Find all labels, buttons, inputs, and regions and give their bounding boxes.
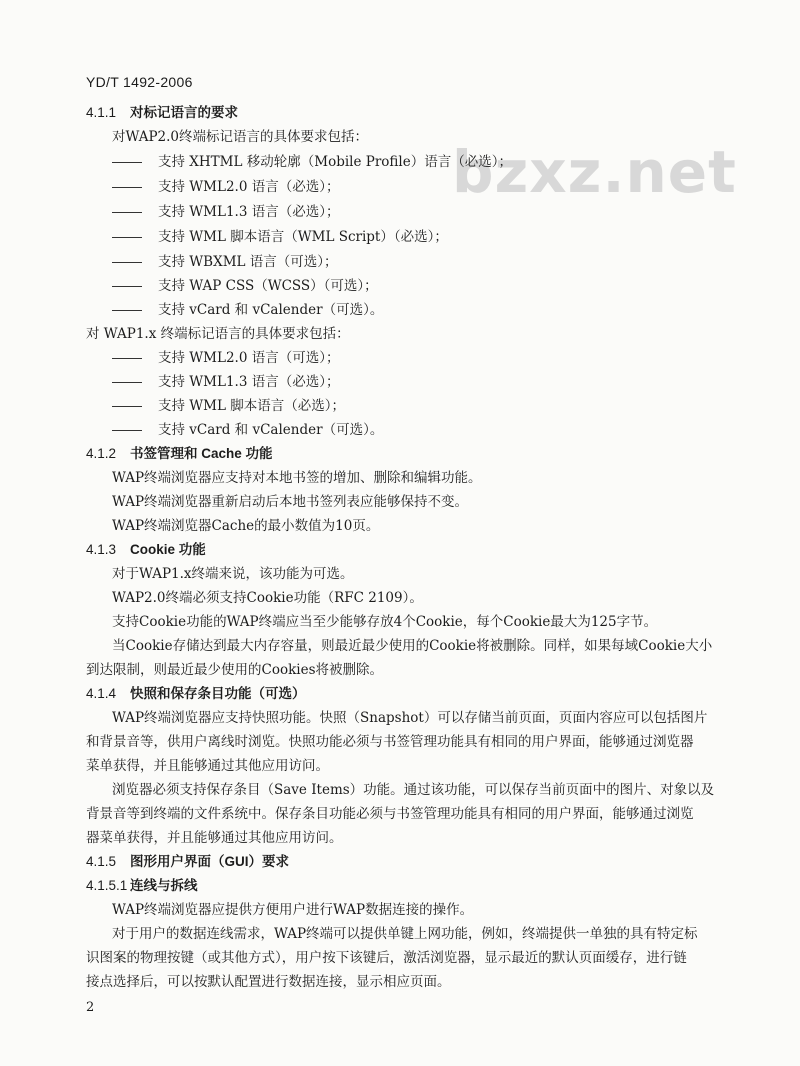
section-heading-4-1-5-1: 4.1.5.1 连线与拆线	[86, 878, 198, 893]
dash-mark	[112, 286, 142, 287]
paragraph: WAP终端浏览器应支持对本地书签的增加、删除和编辑功能。	[112, 470, 482, 486]
paragraph: 对于用户的数据连线需求，WAP终端可以提供单键上网功能，例如，终端提供一单独的具有特定标	[112, 926, 698, 942]
paragraph: 浏览器必须支持保存条目（Save Items）功能。通过该功能，可以保存当前页面中的图片、对象以及	[112, 782, 715, 798]
list-item: 支持 WML 脚本语言（必选）；	[112, 397, 345, 415]
section-heading-4-1-3: 4.1.3 Cookie 功能	[86, 542, 206, 557]
dash-mark	[112, 358, 142, 359]
dash-mark	[112, 187, 142, 188]
list-item: 支持 WML 脚本语言（WML Script）（必选）；	[112, 228, 448, 246]
section-heading-4-1-4: 4.1.4 快照和保存条目功能（可选）	[86, 686, 306, 701]
doc-header-id: YD/T 1492-2006	[86, 74, 193, 90]
dash-mark	[112, 382, 142, 383]
dash-mark	[112, 430, 142, 431]
list-item: 支持 vCard 和 vCalender（可选）。	[112, 421, 383, 439]
paragraph: 支持Cookie功能的WAP终端应当至少能够存放4个Cookie，每个Cookie最大为125字节。	[112, 614, 658, 630]
paragraph: 菜单获得，并且能够通过其他应用访问。	[86, 758, 329, 774]
list-item: 支持 WBXML 语言（可选）；	[112, 253, 338, 271]
list-item: 支持 XHTML 移动轮廓（Mobile Profile）语言（必选）；	[112, 153, 512, 171]
paragraph: WAP终端浏览器重新启动后本地书签列表应能够保持不变。	[112, 494, 469, 510]
list-item: 支持 WML2.0 语言（可选）；	[112, 349, 339, 367]
section-heading-4-1-2: 4.1.2 书签管理和 Cache 功能	[86, 446, 273, 461]
dash-mark	[112, 406, 142, 407]
list-item: 支持 WML1.3 语言（必选）；	[112, 203, 339, 221]
paragraph: 对于WAP1.x终端来说，该功能为可选。	[112, 566, 354, 582]
dash-mark	[112, 212, 142, 213]
watermark: bzxz.net	[452, 138, 737, 206]
page-number: 2	[86, 1000, 95, 1015]
paragraph: 和背景音等，供用户离线时浏览。快照功能必须与书签管理功能具有相同的用户界面，能够通过浏览器	[86, 734, 694, 750]
paragraph: 识图案的物理按键（或其他方式），用户按下该键后，激活浏览器，显示最近的默认页面缓存，进行链	[86, 950, 687, 966]
paragraph: 器菜单获得，并且能够通过其他应用访问。	[86, 830, 343, 846]
list-item: 支持 vCard 和 vCalender（可选）。	[112, 301, 383, 319]
paragraph: 当Cookie存储达到最大内存容量，则最近最少使用的Cookie将被删除。同样，如果每域Cookie大小	[112, 638, 713, 654]
dash-mark	[112, 310, 142, 311]
paragraph: 背景音等到终端的文件系统中。保存条目功能必须与书签管理功能具有相同的用户界面，能够通过浏览	[86, 806, 694, 822]
section-heading-4-1-1: 4.1.1 对标记语言的要求	[86, 105, 238, 120]
section-heading-4-1-5: 4.1.5 图形用户界面（GUI）要求	[86, 854, 290, 869]
paragraph: WAP2.0终端必须支持Cookie功能（RFC 2109）。	[112, 590, 423, 606]
list-item: 支持 WML2.0 语言（必选）；	[112, 178, 339, 196]
list-item: 支持 WAP CSS（WCSS）（可选）；	[112, 277, 378, 295]
paragraph: WAP终端浏览器应提供方便用户进行WAP数据连接的操作。	[112, 902, 474, 918]
paragraph: 到达限制，则最近最少使用的Cookies将被删除。	[86, 662, 383, 678]
paragraph: WAP终端浏览器Cache的最小数值为10页。	[112, 518, 380, 534]
dash-mark	[112, 262, 142, 263]
dash-mark	[112, 237, 142, 238]
wap1x-intro: 对 WAP1.x 终端标记语言的具体要求包括：	[86, 326, 350, 342]
paragraph: 接点选择后，可以按默认配置进行数据连接，显示相应页面。	[86, 974, 451, 990]
paragraph: WAP终端浏览器应支持快照功能。快照（Snapshot）可以存储当前页面，页面内容应可以包括图片	[112, 710, 708, 726]
list-item: 支持 WML1.3 语言（必选）；	[112, 373, 339, 391]
dash-mark	[112, 162, 142, 163]
wap20-intro: 对WAP2.0终端标记语言的具体要求包括：	[112, 129, 369, 145]
